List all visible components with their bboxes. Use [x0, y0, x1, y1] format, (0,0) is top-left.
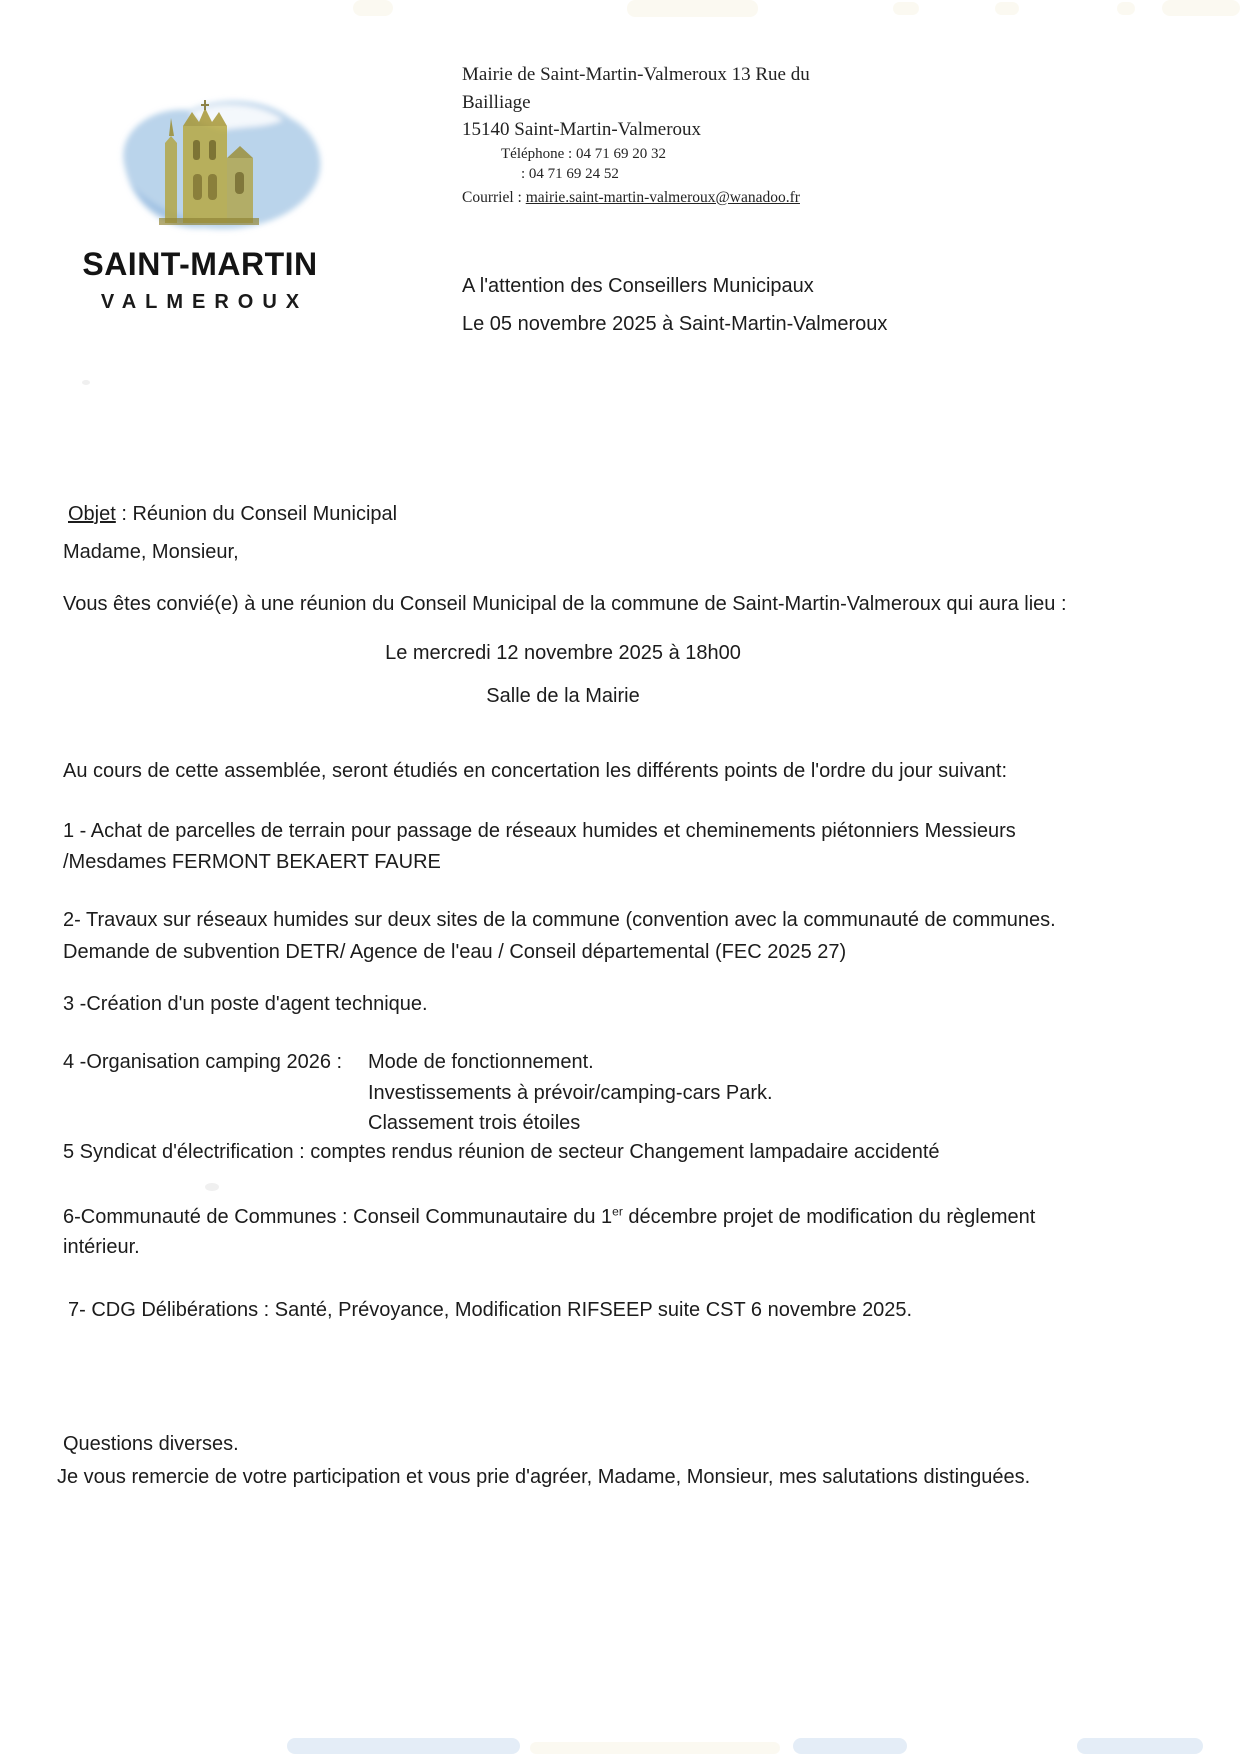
address-line-3: 15140 Saint-Martin-Valmeroux: [462, 119, 702, 140]
meeting-datetime-line: Le mercredi 12 novembre 2025 à 18h00: [385, 642, 741, 664]
scan-artifact: [287, 1738, 520, 1754]
agenda-item-2-line-2: Demande de subvention DETR/ Agence de l'eau / Conseil départemental (FEC 2025 27): [63, 941, 847, 963]
scan-artifact: [1117, 2, 1135, 15]
date-line: Le 05 novembre 2025 à Saint-Martin-Valmeroux: [462, 313, 888, 335]
address-line-1: Mairie de Saint-Martin-Valmeroux 13 Rue du: [462, 64, 810, 85]
meeting-location-line: Salle de la Mairie: [486, 685, 640, 707]
address-line-2: Bailliage: [462, 92, 531, 113]
attention-line: A l'attention des Conseillers Municipaux: [462, 275, 814, 297]
agenda-item-1-line-1: 1 - Achat de parcelles de terrain pour passage de réseaux humides et cheminements piétonniers Messieurs: [63, 820, 1016, 842]
scan-artifact: [82, 380, 90, 385]
scan-artifact: [627, 0, 758, 17]
questions-line: Questions diverses.: [63, 1433, 239, 1455]
subject-line: [68, 499, 397, 530]
agenda-item-4-subline-1: Mode de fonctionnement.: [368, 1051, 594, 1073]
closing-paragraph: Je vous remercie de votre participation et vous prie d'agréer, Madame, Monsieur, mes salutations distinguées.: [57, 1466, 1031, 1488]
agenda-item-4-label: 4 -Organisation camping 2026 :: [63, 1051, 343, 1073]
logo-title: SAINT-MARTIN: [82, 246, 318, 282]
agenda-item-4-subline-3: Classement trois étoiles: [368, 1112, 581, 1134]
phone-line-2: : 04 71 69 24 52: [521, 166, 619, 182]
agenda-item-2: [63, 904, 1083, 968]
scan-artifact: [353, 0, 393, 16]
agenda-item-6-text: 6-Communauté de Communes : Conseil Communautaire du 1: [63, 1206, 613, 1228]
subject-text: : Réunion du Conseil Municipal: [115, 503, 398, 525]
agenda-item-7: 7- CDG Délibérations : Santé, Prévoyance, Modification RIFSEEP suite CST 6 novembre 2025.: [68, 1299, 913, 1321]
scan-artifact: [530, 1742, 780, 1754]
scan-artifact: [205, 1183, 219, 1191]
agenda-item-4-subline-2: Investissements à prévoir/camping-cars Park.: [368, 1082, 773, 1104]
scan-artifact: [893, 2, 919, 15]
subject-label: Objet: [68, 503, 116, 525]
agenda-item-6-text-rest: décembre projet de modification du règlement intérieur.: [63, 1206, 1036, 1258]
agenda-item-1: [63, 816, 1063, 878]
agenda-item-5: 5 Syndicat d'électrification : comptes rendus réunion de secteur Changement lampadaire accidenté: [63, 1141, 940, 1163]
email-label: Courriel :: [462, 189, 526, 206]
agenda-item-6-superscript: er: [612, 1204, 623, 1219]
scan-artifact: [1162, 0, 1240, 16]
agenda-item-3: 3 -Création d'un poste d'agent technique.: [63, 993, 428, 1015]
church-logo-image: [95, 88, 345, 238]
scan-artifact: [793, 1738, 907, 1754]
scan-artifact: [995, 2, 1019, 15]
scan-artifact: [1077, 1738, 1203, 1754]
email-line: [462, 189, 800, 207]
agenda-item-2-line-1: 2- Travaux sur réseaux humides sur deux sites de la commune (convention avec la communauté de communes.: [63, 909, 1056, 931]
agenda-intro-paragraph: Au cours de cette assemblée, seront étudiés en concertation les différents points de l'ordre du jour suivant:: [63, 760, 1007, 782]
phone-line-1: Téléphone : 04 71 69 20 32: [501, 146, 666, 162]
logo-subtitle: VALMEROUX: [100, 291, 309, 313]
agenda-item-1-line-2: /Mesdames FERMONT BEKAERT FAURE: [63, 851, 441, 873]
agenda-item-6: [63, 1202, 1063, 1262]
email-link[interactable]: mairie.saint-martin-valmeroux@wanadoo.fr: [525, 189, 800, 206]
intro-paragraph: Vous êtes convié(e) à une réunion du Conseil Municipal de la commune de Saint-Martin-Valmeroux qui aura lieu :: [63, 593, 1067, 615]
salutation-line: Madame, Monsieur,: [63, 541, 239, 563]
